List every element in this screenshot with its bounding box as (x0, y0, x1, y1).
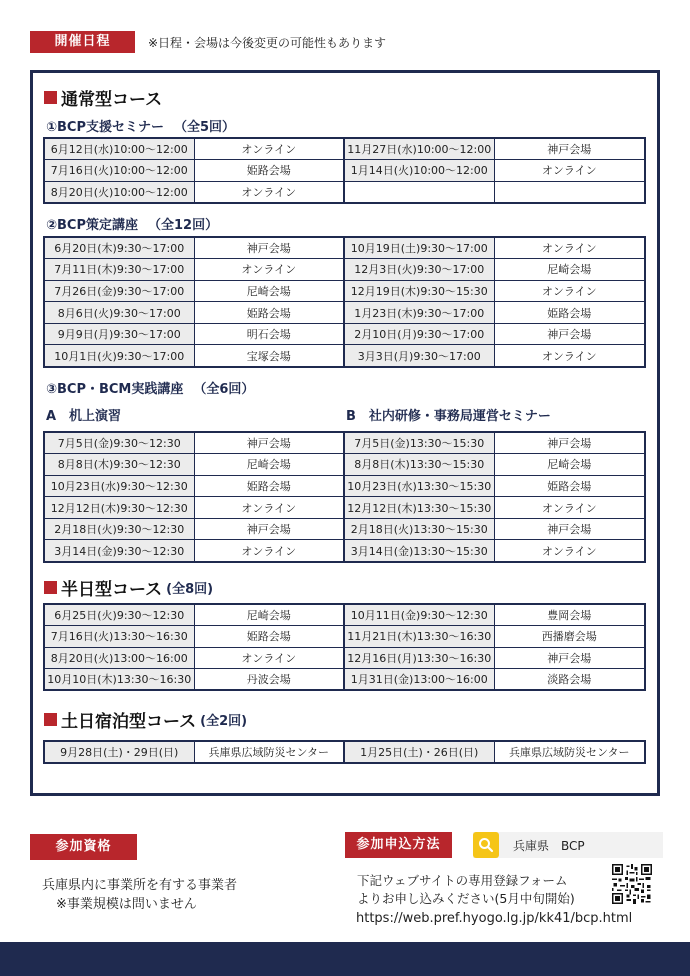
session-date: 9月9日(月)9:30～17:00 (44, 323, 194, 345)
session-venue: オンライン (194, 647, 344, 669)
session-venue: 豊岡会場 (494, 604, 645, 626)
session-venue: 姫路会場 (194, 475, 344, 497)
session-venue: 姫路会場 (194, 160, 344, 182)
session-venue: オンライン (494, 540, 645, 562)
bcm-sub-a: A 机上演習 (46, 409, 122, 424)
eligibility-line1: 兵庫県内に事業所を有する事業者 (42, 878, 238, 893)
session-venue: 尼崎会場 (194, 280, 344, 302)
table-row (44, 323, 645, 345)
search-icon[interactable] (473, 832, 499, 858)
half-day-course-title: 半日型コース (全8回) (44, 575, 213, 600)
session-venue: 神戸会場 (494, 518, 645, 540)
table-row (44, 475, 645, 497)
session-date: 12月19日(木)9:30～15:30 (344, 280, 494, 302)
schedule-label: 開催日程 (30, 31, 135, 53)
table-row (44, 160, 645, 182)
session-date: 2月10日(月)9:30～17:00 (344, 323, 494, 345)
application-line2: よりお申し込みください(5月中旬開始) (357, 891, 575, 906)
session-venue: オンライン (494, 237, 645, 259)
red-square-icon (44, 581, 57, 594)
bcp-seminar-title: ①BCP支援セミナー （全5回） (46, 120, 236, 135)
bcp-course-title: ②BCP策定講座 （全12回） (46, 218, 219, 233)
session-date: 8月8日(木)13:30～15:30 (344, 454, 494, 476)
session-date: 10月10日(木)13:30～16:30 (44, 669, 194, 691)
session-venue: オンライン (494, 497, 645, 519)
table-row (44, 181, 645, 203)
session-date: 7月16日(火)10:00～12:00 (44, 160, 194, 182)
session-date: 7月16日(火)13:30～16:30 (44, 626, 194, 648)
regular-course-title: 通常型コース (44, 85, 162, 110)
session-venue: 神戸会場 (494, 647, 645, 669)
table-row (44, 626, 645, 648)
qr-code-icon[interactable] (612, 864, 652, 904)
session-date: 1月14日(火)10:00～12:00 (344, 160, 494, 182)
session-venue: 尼崎会場 (494, 259, 645, 281)
weekend-table (43, 740, 646, 764)
session-date: 10月23日(水)13:30～15:30 (344, 475, 494, 497)
weekend-course-title: 土日宿泊型コース (全2回) (44, 707, 247, 732)
session-venue: 兵庫県広域防災センター (194, 741, 344, 763)
table-row (44, 647, 645, 669)
session-date: 10月19日(土)9:30～17:00 (344, 237, 494, 259)
session-venue: 神戸会場 (494, 138, 645, 160)
session-venue: 尼崎会場 (494, 454, 645, 476)
search-text: 兵庫県 BCP (513, 838, 585, 853)
bcp-course-table (43, 236, 646, 368)
session-venue: オンライン (494, 160, 645, 182)
session-date: 7月11日(木)9:30～17:00 (44, 259, 194, 281)
session-venue: オンライン (194, 138, 344, 160)
session-date: 1月23日(木)9:30～17:00 (344, 302, 494, 324)
session-venue: 兵庫県広域防災センター (494, 741, 645, 763)
session-date: 12月3日(火)9:30～17:00 (344, 259, 494, 281)
table-row (44, 138, 645, 160)
session-date: 7月26日(金)9:30～17:00 (44, 280, 194, 302)
table-row (44, 669, 645, 691)
session-venue: 尼崎会場 (194, 454, 344, 476)
session-venue: 淡路会場 (494, 669, 645, 691)
table-row (44, 345, 645, 367)
session-venue: 神戸会場 (494, 432, 645, 454)
application-label: 参加申込方法 (345, 832, 452, 858)
session-date: 2月18日(火)13:30～15:30 (344, 518, 494, 540)
table-row (44, 259, 645, 281)
table-row (44, 302, 645, 324)
session-venue: 明石会場 (194, 323, 344, 345)
eligibility-text (42, 876, 237, 914)
session-date: 3月14日(金)13:30～15:30 (344, 540, 494, 562)
application-line1: 下記ウェブサイトの専用登録フォーム (357, 873, 568, 888)
bcp-seminar-table (43, 137, 646, 204)
table-row (44, 237, 645, 259)
session-date: 6月12日(水)10:00～12:00 (44, 138, 194, 160)
application-text (357, 872, 575, 908)
session-venue (494, 181, 645, 203)
table-row (44, 432, 645, 454)
bcm-course-title: ③BCP・BCM実践講座 （全6回） (46, 382, 255, 397)
session-date: 3月3日(月)9:30～17:00 (344, 345, 494, 367)
session-venue: 丹波会場 (194, 669, 344, 691)
session-venue: 神戸会場 (494, 323, 645, 345)
session-venue: 姫路会場 (494, 475, 645, 497)
eligibility-label: 参加資格 (30, 834, 137, 860)
session-date: 12月12日(木)13:30～15:30 (344, 497, 494, 519)
session-date: 3月14日(金)9:30～12:30 (44, 540, 194, 562)
table-row (44, 604, 645, 626)
session-venue: 姫路会場 (194, 302, 344, 324)
session-venue: オンライン (194, 181, 344, 203)
table-row (44, 454, 645, 476)
session-date: 1月31日(金)13:00～16:00 (344, 669, 494, 691)
session-venue: 西播磨会場 (494, 626, 645, 648)
session-date: 8月20日(火)13:00～16:00 (44, 647, 194, 669)
table-row (44, 280, 645, 302)
session-date: 8月8日(木)9:30～12:30 (44, 454, 194, 476)
session-venue: 宝塚会場 (194, 345, 344, 367)
application-url[interactable]: https://web.pref.hyogo.lg.jp/kk41/bcp.html (356, 911, 633, 926)
bcm-course-table (43, 431, 646, 563)
session-date (344, 181, 494, 203)
eligibility-line2: ※事業規模は問いません (56, 897, 197, 912)
session-venue: 姫路会場 (194, 626, 344, 648)
table-row (44, 518, 645, 540)
session-date: 1月25日(土)・26日(日) (344, 741, 494, 763)
session-venue: 神戸会場 (194, 237, 344, 259)
session-date: 6月20日(木)9:30～17:00 (44, 237, 194, 259)
session-venue: 神戸会場 (194, 518, 344, 540)
session-venue: オンライン (494, 345, 645, 367)
table-row (44, 540, 645, 562)
session-venue: オンライン (494, 280, 645, 302)
session-date: 11月21日(木)13:30～16:30 (344, 626, 494, 648)
bcm-sub-b: B 社内研修・事務局運営セミナー (346, 409, 551, 424)
session-venue: オンライン (194, 540, 344, 562)
footer-bar (0, 942, 690, 976)
session-venue: オンライン (194, 497, 344, 519)
session-date: 12月12日(木)9:30～12:30 (44, 497, 194, 519)
session-date: 9月28日(土)・29日(日) (44, 741, 194, 763)
session-date: 8月6日(火)9:30～17:00 (44, 302, 194, 324)
session-date: 7月5日(金)13:30～15:30 (344, 432, 494, 454)
search-box[interactable] (473, 832, 663, 858)
session-date: 12月16日(月)13:30～16:30 (344, 647, 494, 669)
session-venue: 姫路会場 (494, 302, 645, 324)
table-row (44, 497, 645, 519)
session-date: 8月20日(火)10:00～12:00 (44, 181, 194, 203)
red-square-icon (44, 91, 57, 104)
session-date: 2月18日(火)9:30～12:30 (44, 518, 194, 540)
session-date: 11月27日(水)10:00～12:00 (344, 138, 494, 160)
session-date: 10月11日(金)9:30～12:30 (344, 604, 494, 626)
session-date: 10月1日(火)9:30～17:00 (44, 345, 194, 367)
session-venue: 神戸会場 (194, 432, 344, 454)
half-day-table (43, 603, 646, 691)
session-venue: オンライン (194, 259, 344, 281)
session-venue: 尼崎会場 (194, 604, 344, 626)
session-date: 7月5日(金)9:30～12:30 (44, 432, 194, 454)
session-date: 10月23日(水)9:30～12:30 (44, 475, 194, 497)
table-row (44, 741, 645, 763)
session-date: 6月25日(火)9:30～12:30 (44, 604, 194, 626)
red-square-icon (44, 713, 57, 726)
schedule-note: ※日程・会場は今後変更の可能性もあります (148, 36, 387, 50)
